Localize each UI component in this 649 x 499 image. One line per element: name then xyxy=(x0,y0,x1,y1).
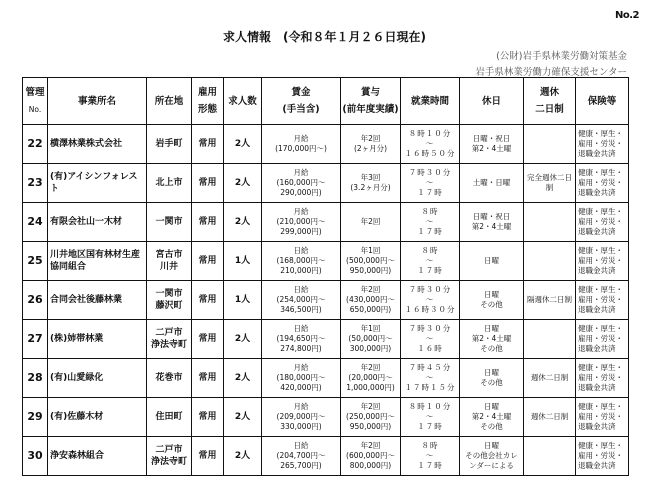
bonus-line: 950,000円) xyxy=(349,266,392,275)
insurance-line: 雇用・労災・ xyxy=(578,256,623,265)
bonus-line: (50,000円～ xyxy=(348,334,393,343)
company-name-cell xyxy=(48,398,147,437)
insurance-cell xyxy=(576,125,629,164)
working-hours-line: ～ xyxy=(425,334,435,343)
header-no: 管理 No. xyxy=(23,78,48,125)
row-number-cell: 26 xyxy=(23,281,48,320)
header-bonus: 賞与 (前年度実績) xyxy=(341,78,401,125)
wage-line: (160,000円～ xyxy=(276,178,326,187)
insurance-cell xyxy=(576,398,629,437)
two-day-weekend-line: 隔週休二日制 xyxy=(527,295,572,304)
openings-count-cell: 2人 xyxy=(224,437,262,476)
row-number-cell: 23 xyxy=(23,164,48,203)
wage-line: (210,000円～ xyxy=(276,217,326,226)
holidays-cell xyxy=(460,359,524,398)
location-line: 浄法寺町 xyxy=(150,340,187,350)
insurance-line: 健康・厚生・ xyxy=(578,441,623,450)
insurance-line: 健康・厚生・ xyxy=(578,363,623,372)
table-row xyxy=(23,398,629,437)
header-insurance: 保険等 xyxy=(576,78,629,125)
wage-line: 210,000円) xyxy=(280,266,322,275)
holidays-line: その他 xyxy=(480,300,503,309)
wage-cell xyxy=(262,359,341,398)
working-hours-cell xyxy=(401,359,460,398)
location-cell xyxy=(147,125,192,164)
table-row xyxy=(23,242,629,281)
employment-type-cell: 常用 xyxy=(192,359,224,398)
holidays-line: 日曜 xyxy=(484,368,499,377)
insurance-line: 雇用・労災・ xyxy=(578,451,623,460)
wage-line: 299,000円) xyxy=(280,227,322,236)
bonus-line: 1,000,000円) xyxy=(346,383,395,392)
working-hours-cell xyxy=(401,398,460,437)
insurance-cell xyxy=(576,437,629,476)
header-employment: 雇用 形態 xyxy=(192,78,224,125)
wage-line: 290,000円) xyxy=(280,188,322,197)
wage-line: 月給 xyxy=(293,168,309,177)
wage-line: (204,700円～ xyxy=(276,451,326,460)
employment-type-cell: 常用 xyxy=(192,320,224,359)
holidays-line: 日曜・祝日 xyxy=(472,134,511,143)
table-row xyxy=(23,164,629,203)
bonus-line: 650,000円) xyxy=(349,305,392,314)
row-number-cell: 28 xyxy=(23,359,48,398)
company-name-line: (有)アイシンフォレスト xyxy=(50,172,138,194)
working-hours-line: ～ xyxy=(425,217,435,226)
wage-cell xyxy=(262,242,341,281)
company-name-cell xyxy=(48,164,147,203)
working-hours-line: １６時３０分 xyxy=(404,305,456,314)
company-name-line: 浄安森林組合 xyxy=(50,451,105,461)
holidays-line: 土曜・日曜 xyxy=(472,178,511,187)
location-cell xyxy=(147,320,192,359)
holidays-line: 第2・4土曜 xyxy=(471,144,512,153)
employment-type-cell: 常用 xyxy=(192,125,224,164)
wage-line: 330,000円) xyxy=(280,422,322,431)
working-hours-cell xyxy=(401,281,460,320)
bonus-cell xyxy=(341,437,401,476)
location-line: 北上市 xyxy=(155,178,183,188)
insurance-line: 雇用・労災・ xyxy=(578,373,623,382)
location-cell xyxy=(147,398,192,437)
location-line: 二戸市 xyxy=(155,328,183,338)
openings-count-cell: 2人 xyxy=(224,125,262,164)
holidays-line: 日曜 xyxy=(484,256,499,265)
bonus-line: 年2回 xyxy=(360,217,381,226)
holidays-line: 日曜 xyxy=(484,324,499,333)
location-line: 川井 xyxy=(159,262,178,272)
insurance-cell xyxy=(576,164,629,203)
two-day-weekend-line: 週休二日制 xyxy=(530,373,569,382)
wage-line: 月給 xyxy=(293,363,309,372)
row-number-cell: 27 xyxy=(23,320,48,359)
insurance-line: 健康・厚生・ xyxy=(578,285,623,294)
wage-line: 265,700円) xyxy=(280,461,322,470)
working-hours-cell xyxy=(401,320,460,359)
holidays-line: 第2・4土曜 xyxy=(471,222,512,231)
two-day-weekend-cell xyxy=(524,242,576,281)
working-hours-line: ～ xyxy=(425,178,435,187)
company-name-line: 横澤林業株式会社 xyxy=(50,139,123,149)
openings-count-cell: 2人 xyxy=(224,320,262,359)
location-cell xyxy=(147,242,192,281)
bonus-cell xyxy=(341,242,401,281)
working-hours-line: １７時 xyxy=(417,188,443,197)
insurance-line: 退職金共済 xyxy=(578,149,616,158)
working-hours-cell xyxy=(401,203,460,242)
insurance-line: 雇用・労災・ xyxy=(578,139,623,148)
bonus-line: 950,000円) xyxy=(349,422,392,431)
company-name-cell xyxy=(48,242,147,281)
location-cell xyxy=(147,281,192,320)
table-row xyxy=(23,320,629,359)
bonus-line: (2ヶ月分) xyxy=(353,144,388,153)
employment-type-cell: 常用 xyxy=(192,203,224,242)
openings-count-cell: 2人 xyxy=(224,398,262,437)
holidays-line: ンダーによる xyxy=(469,461,514,470)
wage-line: 420,000円) xyxy=(280,383,322,392)
bonus-cell xyxy=(341,203,401,242)
table-row xyxy=(23,281,629,320)
holidays-cell xyxy=(460,320,524,359)
holidays-line: その他 xyxy=(480,378,503,387)
openings-count-cell: 1人 xyxy=(224,242,262,281)
two-day-weekend-cell xyxy=(524,125,576,164)
insurance-cell xyxy=(576,281,629,320)
holidays-cell xyxy=(460,437,524,476)
insurance-line: 退職金共済 xyxy=(578,461,616,470)
bonus-line: (250,000円～ xyxy=(346,412,395,421)
insurance-cell xyxy=(576,203,629,242)
holidays-cell xyxy=(460,164,524,203)
wage-cell xyxy=(262,125,341,164)
openings-count-cell: 2人 xyxy=(224,164,262,203)
table-row xyxy=(23,203,629,242)
row-number-cell: 30 xyxy=(23,437,48,476)
wage-line: 274,800円) xyxy=(280,344,322,353)
working-hours-cell xyxy=(401,164,460,203)
wage-line: (254,000円～ xyxy=(276,295,326,304)
bonus-line: (600,000円～ xyxy=(346,451,395,460)
working-hours-line: ～ xyxy=(425,451,435,460)
working-hours-cell xyxy=(401,437,460,476)
two-day-weekend-line: 完全週休二日 xyxy=(527,173,572,182)
wage-line: (194,650円～ xyxy=(276,334,326,343)
wage-cell xyxy=(262,164,341,203)
working-hours-line: ７時３０分 xyxy=(408,324,452,333)
two-day-weekend-line: 週休二日制 xyxy=(530,412,569,421)
location-line: 岩手町 xyxy=(155,139,183,149)
company-name-line: (株)姉帯林業 xyxy=(50,334,104,344)
location-line: 一関市 xyxy=(155,289,183,299)
row-number-cell: 25 xyxy=(23,242,48,281)
working-hours-line: ７時３０分 xyxy=(408,285,452,294)
insurance-line: 健康・厚生・ xyxy=(578,246,623,255)
insurance-cell xyxy=(576,359,629,398)
openings-count-cell: 2人 xyxy=(224,359,262,398)
holidays-line: 第2・4土曜 xyxy=(471,334,512,343)
insurance-line: 雇用・労災・ xyxy=(578,295,623,304)
working-hours-line: １６時５０分 xyxy=(404,149,456,158)
insurance-cell xyxy=(576,242,629,281)
working-hours-line: １７時 xyxy=(417,227,443,236)
two-day-weekend-cell xyxy=(524,320,576,359)
bonus-cell xyxy=(341,125,401,164)
row-number-cell: 29 xyxy=(23,398,48,437)
company-name-cell xyxy=(48,281,147,320)
working-hours-line: １７時 xyxy=(417,461,443,470)
holidays-line: 日曜 xyxy=(484,402,499,411)
location-line: 二戸市 xyxy=(155,445,183,455)
openings-count-cell: 1人 xyxy=(224,281,262,320)
row-number-cell: 22 xyxy=(23,125,48,164)
location-line: 一関市 xyxy=(155,217,183,227)
employment-type-cell: 常用 xyxy=(192,281,224,320)
bonus-cell xyxy=(341,281,401,320)
insurance-line: 健康・厚生・ xyxy=(578,402,623,411)
working-hours-line: １６時 xyxy=(417,344,443,353)
wage-cell xyxy=(262,320,341,359)
working-hours-line: １７時 xyxy=(417,266,443,275)
company-name-cell xyxy=(48,125,147,164)
wage-cell xyxy=(262,203,341,242)
insurance-line: 退職金共済 xyxy=(578,188,616,197)
location-line: 花巻市 xyxy=(155,373,183,383)
holidays-line: 第2・4土曜 xyxy=(471,412,512,421)
company-name-cell xyxy=(48,437,147,476)
working-hours-line: ～ xyxy=(425,373,435,382)
location-cell xyxy=(147,437,192,476)
holidays-cell xyxy=(460,242,524,281)
working-hours-line: ８時１０分 xyxy=(408,129,452,138)
support-center-name: 岩手県林業労働力確保支援センター xyxy=(475,67,627,78)
working-hours-line: ７時４５分 xyxy=(408,363,452,372)
two-day-weekend-line: 制 xyxy=(545,183,554,192)
wage-cell xyxy=(262,281,341,320)
wage-line: (168,000円～ xyxy=(276,256,326,265)
company-name-line: 合同会社後藤林業 xyxy=(50,295,123,305)
header-hours: 就業時間 xyxy=(401,78,460,125)
employment-type-cell: 常用 xyxy=(192,242,224,281)
company-name-line: 川井地区国有林材生産 xyxy=(50,250,141,260)
bonus-line: 年1回 xyxy=(360,246,381,255)
location-cell xyxy=(147,359,192,398)
working-hours-line: ８時 xyxy=(421,441,439,450)
wage-line: 月給 xyxy=(293,402,309,411)
bonus-line: 800,000円) xyxy=(349,461,392,470)
insurance-cell xyxy=(576,320,629,359)
bonus-cell xyxy=(341,398,401,437)
wage-cell xyxy=(262,437,341,476)
working-hours-cell xyxy=(401,242,460,281)
wage-line: 月給 xyxy=(293,207,309,216)
working-hours-cell xyxy=(401,125,460,164)
two-day-weekend-cell xyxy=(524,203,576,242)
company-name-line: 協同組合 xyxy=(50,262,87,272)
insurance-line: 健康・厚生・ xyxy=(578,324,623,333)
insurance-line: 雇用・労災・ xyxy=(578,412,623,421)
working-hours-line: ７時３０分 xyxy=(408,168,452,177)
insurance-line: 退職金共済 xyxy=(578,383,616,392)
insurance-line: 雇用・労災・ xyxy=(578,178,623,187)
job-listing-table xyxy=(22,77,629,476)
bonus-line: (3.2ヶ月分) xyxy=(350,183,391,192)
wage-line: 月給 xyxy=(293,134,309,143)
company-name-cell xyxy=(48,203,147,242)
location-line: 宮古市 xyxy=(155,250,183,260)
wage-line: (170,000円～) xyxy=(275,144,327,153)
insurance-line: 退職金共済 xyxy=(578,344,616,353)
header-location: 所在地 xyxy=(147,78,192,125)
company-name-cell xyxy=(48,320,147,359)
bonus-line: 年2回 xyxy=(360,363,381,372)
row-number-cell: 24 xyxy=(23,203,48,242)
wage-line: 346,500円) xyxy=(280,305,322,314)
table-row xyxy=(23,359,629,398)
bonus-cell xyxy=(341,164,401,203)
company-name-line: (有)佐藤木材 xyxy=(50,412,104,422)
insurance-line: 健康・厚生・ xyxy=(578,207,623,216)
insurance-line: 退職金共済 xyxy=(578,227,616,236)
wage-cell xyxy=(262,398,341,437)
bonus-line: 年2回 xyxy=(360,285,381,294)
page-title: 求人情報 (令和８年１月２６日現在) xyxy=(223,30,426,44)
location-line: 浄法寺町 xyxy=(150,457,187,467)
bonus-cell xyxy=(341,359,401,398)
two-day-weekend-cell xyxy=(524,437,576,476)
working-hours-line: １７時 xyxy=(417,422,443,431)
organization-name: (公財)岩手県林業労働対策基金 xyxy=(496,51,627,62)
holidays-line: その他 xyxy=(480,344,503,353)
working-hours-line: ～ xyxy=(425,295,435,304)
two-day-weekend-cell xyxy=(524,398,576,437)
working-hours-line: ～ xyxy=(425,256,435,265)
holidays-line: その他 xyxy=(480,422,503,431)
holidays-line: 日曜 xyxy=(484,290,499,299)
header-wage: 賃金 (手当含) xyxy=(262,78,341,125)
wage-line: (180,000円～ xyxy=(276,373,326,382)
insurance-line: 雇用・労災・ xyxy=(578,334,623,343)
working-hours-line: ～ xyxy=(425,412,435,421)
location-cell xyxy=(147,164,192,203)
wage-line: 日給 xyxy=(293,441,309,450)
insurance-line: 退職金共済 xyxy=(578,422,616,431)
holidays-cell xyxy=(460,281,524,320)
working-hours-line: ～ xyxy=(425,139,435,148)
wage-line: 日給 xyxy=(293,246,309,255)
working-hours-line: ８時 xyxy=(421,246,439,255)
header-row xyxy=(23,78,629,125)
table-row xyxy=(23,437,629,476)
holidays-line: 日曜・祝日 xyxy=(472,212,511,221)
two-day-weekend-cell xyxy=(524,281,576,320)
employment-type-cell: 常用 xyxy=(192,398,224,437)
page-number: No.2 xyxy=(615,10,639,21)
bonus-line: 年2回 xyxy=(360,402,381,411)
bonus-line: 年2回 xyxy=(360,441,381,450)
openings-count-cell: 2人 xyxy=(224,203,262,242)
location-line: 藤沢町 xyxy=(155,301,183,311)
bonus-line: (430,000円～ xyxy=(346,295,395,304)
header-two-day-weekend: 週休 二日制 xyxy=(524,78,576,125)
company-name-cell xyxy=(48,359,147,398)
bonus-line: 年1回 xyxy=(360,324,381,333)
bonus-line: (500,000円～ xyxy=(346,256,395,265)
insurance-line: 退職金共済 xyxy=(578,305,616,314)
header-holidays: 休日 xyxy=(460,78,524,125)
holidays-cell xyxy=(460,203,524,242)
holidays-line: その他会社カレ xyxy=(465,451,518,460)
insurance-line: 健康・厚生・ xyxy=(578,168,623,177)
holidays-line: 日曜 xyxy=(484,441,499,450)
employment-type-cell: 常用 xyxy=(192,164,224,203)
bonus-line: 300,000円) xyxy=(349,344,392,353)
company-name-line: 有限会社山一木材 xyxy=(50,217,123,227)
bonus-line: 年2回 xyxy=(360,134,381,143)
location-line: 住田町 xyxy=(155,412,183,422)
bonus-line: (20,000円～ xyxy=(348,373,393,382)
holidays-cell xyxy=(460,398,524,437)
header-openings: 求人数 xyxy=(224,78,262,125)
wage-line: 日給 xyxy=(293,285,309,294)
employment-type-cell: 常用 xyxy=(192,437,224,476)
bonus-line: 年3回 xyxy=(360,173,381,182)
wage-line: (209,000円～ xyxy=(276,412,326,421)
two-day-weekend-cell xyxy=(524,164,576,203)
wage-line: 日給 xyxy=(293,324,309,333)
location-cell xyxy=(147,203,192,242)
working-hours-line: １７時１５分 xyxy=(404,383,456,392)
working-hours-line: ８時 xyxy=(421,207,439,216)
bonus-cell xyxy=(341,320,401,359)
table-row xyxy=(23,125,629,164)
insurance-line: 健康・厚生・ xyxy=(578,129,623,138)
holidays-cell xyxy=(460,125,524,164)
insurance-line: 退職金共済 xyxy=(578,266,616,275)
company-name-line: (有)山愛緑化 xyxy=(50,373,104,383)
header-name: 事業所名 xyxy=(48,78,147,125)
two-day-weekend-cell xyxy=(524,359,576,398)
insurance-line: 雇用・労災・ xyxy=(578,217,623,226)
working-hours-line: ８時１０分 xyxy=(408,402,452,411)
